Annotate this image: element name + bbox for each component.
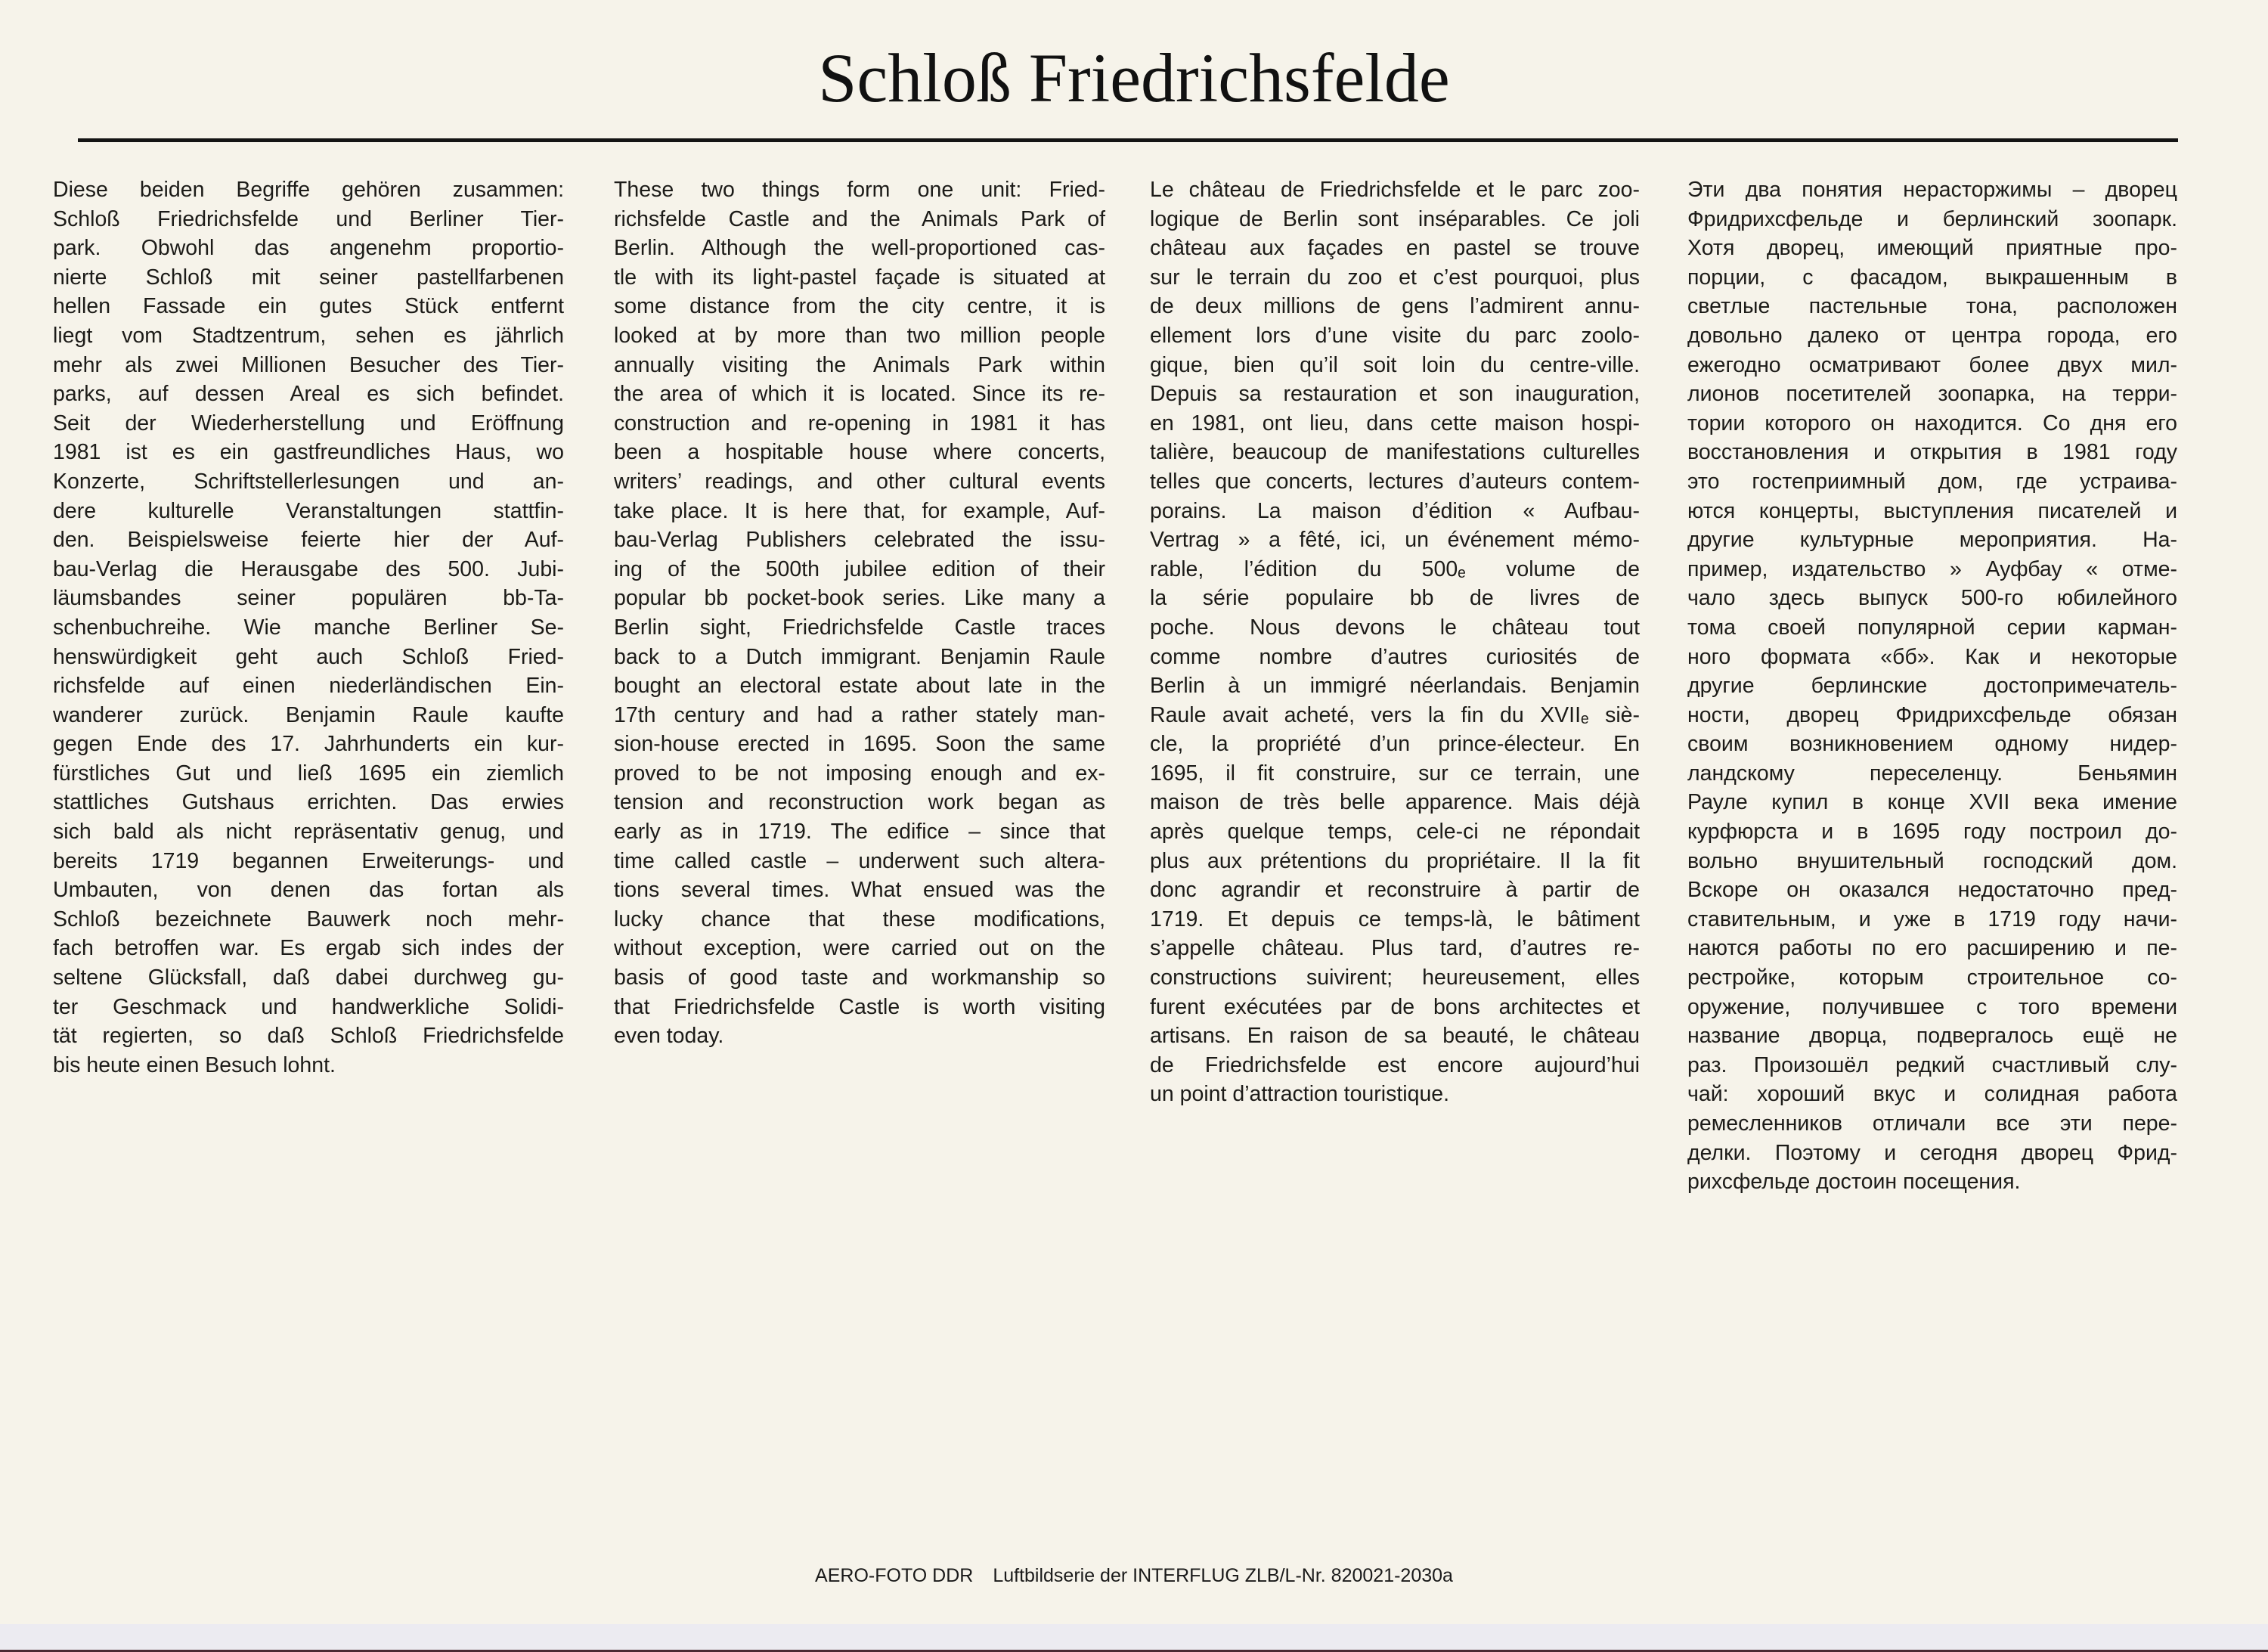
text-line: пример, издательство » Ауфбау « отме-	[1687, 556, 2177, 581]
text-line: это гостеприимный дом, где устраива-	[1687, 469, 2177, 494]
text-line: poche. Nous devons le château tout	[1150, 615, 1640, 640]
text-line: тории которого он находится. Со дня его	[1687, 411, 2177, 435]
text-line: even today.	[614, 1024, 724, 1049]
text-line: Depuis sa restauration et son inauguration,	[1150, 382, 1640, 407]
text-line: восстановления и открытия в 1981 году	[1687, 440, 2177, 465]
text-line: construction and re-opening in 1981 it has	[614, 411, 1105, 435]
text-column-english	[614, 175, 1105, 1051]
text-line: the area of which it is located. Since its re-	[614, 382, 1105, 407]
text-line: Рауле купил в конце XVII века имение	[1687, 790, 2177, 815]
text-line: другие берлинские достопримечатель-	[1687, 674, 2177, 699]
text-line: un point d’attraction touristique.	[1150, 1082, 1450, 1107]
text-line: bau-Verlag Publishers celebrated the issu-	[614, 528, 1105, 553]
text-line: annually visiting the Animals Park within	[614, 352, 1105, 377]
text-line: наются работы по его расширению и пе-	[1687, 936, 2177, 961]
footer-caption	[0, 1564, 2268, 1588]
text-line: другие культурные мероприятия. На-	[1687, 528, 2177, 553]
text-line: светлые пастельные тона, расположен	[1687, 294, 2177, 319]
text-line: richsfelde auf einen niederländischen Ein-	[53, 674, 564, 699]
text-line: logique de Berlin sont inséparables. Ce joli	[1150, 206, 1640, 231]
text-line: ного формата «бб». Как и некоторые	[1687, 644, 2177, 669]
text-line: back to a Dutch immigrant. Benjamin Raule	[614, 644, 1105, 669]
text-line: 1981 ist es ein gastfreundliches Haus, wo	[53, 440, 564, 465]
text-line: рестройке, которым строительное со-	[1687, 965, 2177, 990]
text-line: Эти два понятия нерасторжимы – дворец	[1687, 178, 2177, 202]
text-line: stattliches Gutshaus errichten. Das erwies	[53, 790, 564, 815]
text-line: maison de très belle apparence. Mais déjà	[1150, 790, 1640, 815]
page-bottom-edge	[0, 1624, 2268, 1652]
text-line: been a hospitable house where concerts,	[614, 440, 1105, 465]
text-line: schenbuchreihe. Wie manche Berliner Se-	[53, 615, 564, 640]
text-line: popular bb pocket-book series. Like many a	[614, 586, 1105, 611]
text-line: constructions suivirent; heureusement, elles	[1150, 965, 1640, 990]
text-line: henswürdigkeit geht auch Schloß Fried-	[53, 644, 564, 669]
text-line: den. Beispielsweise feierte hier der Auf-	[53, 528, 564, 553]
footer-series-number: Luftbildserie der INTERFLUG ZLB/L-Nr. 820021-2030a	[993, 1565, 1453, 1586]
text-line: порции, с фасадом, выкрашенным в	[1687, 265, 2177, 290]
text-line: rable, l’édition du 500ₑ volume de	[1150, 556, 1640, 581]
text-column-russian	[1687, 175, 2177, 1197]
text-line: курфюрста и в 1695 году построил до-	[1687, 820, 2177, 845]
text-line: parks, auf dessen Areal es sich befindet.	[53, 382, 564, 407]
text-line: делки. Поэтому и сегодня дворец Фрид-	[1687, 1140, 2177, 1165]
text-line: 17th century and had a rather stately man-	[614, 702, 1105, 727]
text-line: bau-Verlag die Herausgabe des 500. Jubi-	[53, 556, 564, 581]
footer-credit: AERO-FOTO DDR	[815, 1565, 974, 1586]
text-line: après quelque temps, cele-ci ne répondait	[1150, 820, 1640, 845]
text-line: porains. La maison d’édition « Aufbau-	[1150, 498, 1640, 523]
text-line: nierte Schloß mit seiner pastellfarbenen	[53, 265, 564, 290]
text-line: рихсфельде достоин посещения.	[1687, 1170, 2021, 1195]
text-line: en 1981, ont lieu, dans cette maison hospi-	[1150, 411, 1640, 435]
text-line: furent exécutées par de bons architectes et	[1150, 994, 1640, 1019]
text-line: Raule avait acheté, vers la fin du XVIIₑ siè-	[1150, 702, 1640, 727]
text-line: lucky chance that these modifications,	[614, 907, 1105, 931]
text-line: early as in 1719. The edifice – since that	[614, 820, 1105, 845]
text-line: Konzerte, Schriftstellerlesungen und an-	[53, 469, 564, 494]
text-line: своим возникновением одному нидер-	[1687, 732, 2177, 757]
text-line: название дворца, подвергалось ещё не	[1687, 1024, 2177, 1049]
text-line: la série populaire bb de livres de	[1150, 586, 1640, 611]
text-line: dere kulturelle Veranstaltungen stattfin-	[53, 498, 564, 523]
text-line: comme nombre d’autres curiosités de	[1150, 644, 1640, 669]
text-line: sich bald als nicht repräsentativ genug, und	[53, 820, 564, 845]
text-line: de Friedrichsfelde est encore aujourd’hui	[1150, 1052, 1640, 1077]
text-line: château aux façades en pastel se trouve	[1150, 236, 1640, 261]
text-column-german	[53, 175, 564, 1080]
text-line: Berlin à un immigré néerlandais. Benjamin	[1150, 674, 1640, 699]
text-line: tions several times. What ensued was the	[614, 878, 1105, 903]
text-line: раз. Произошёл редкий счастливый слу-	[1687, 1052, 2177, 1077]
text-line: ежегодно осматривают более двух мил-	[1687, 352, 2177, 377]
text-line: Berlin. Although the well-proportioned cas-	[614, 236, 1105, 261]
text-line: 1719. Et depuis ce temps-là, le bâtiment	[1150, 907, 1640, 931]
text-line: some distance from the city centre, it is	[614, 294, 1105, 319]
text-line: hellen Fassade ein gutes Stück entfernt	[53, 294, 564, 319]
text-line: writers’ readings, and other cultural events	[614, 469, 1105, 494]
text-line: Хотя дворец, имеющий приятные про-	[1687, 236, 2177, 261]
text-line: ter Geschmack und handwerkliche Solidi-	[53, 994, 564, 1019]
text-line: Фридрихсфельде и берлинский зоопарк.	[1687, 206, 2177, 231]
text-line: fach betroffen war. Es ergab sich indes der	[53, 936, 564, 961]
text-line: лионов посетителей зоопарка, на терри-	[1687, 382, 2177, 407]
text-line: bis heute einen Besuch lohnt.	[53, 1052, 336, 1077]
text-line: s’appelle château. Plus tard, d’autres re-	[1150, 936, 1640, 961]
text-line: чало здесь выпуск 500-го юбилейного	[1687, 586, 2177, 611]
text-line: gegen Ende des 17. Jahrhunderts ein kur-	[53, 732, 564, 757]
text-line: looked at by more than two million people	[614, 323, 1105, 348]
text-line: basis of good taste and workmanship so	[614, 965, 1105, 990]
text-line: plus aux prétentions du propriétaire. Il la fit	[1150, 848, 1640, 873]
text-line: ellement lors d’une visite du parc zoolo-	[1150, 323, 1640, 348]
text-line: läumsbandes seiner populären bb-Ta-	[53, 586, 564, 611]
text-line: вольно внушительный господский дом.	[1687, 848, 2177, 873]
text-line: telles que concerts, lectures d’auteurs contem-	[1150, 469, 1640, 494]
text-line: Le château de Friedrichsfelde et le parc zoo-	[1150, 178, 1640, 202]
text-line: Schloß Friedrichsfelde und Berliner Tier-	[53, 206, 564, 231]
text-line: richsfelde Castle and the Animals Park of	[614, 206, 1105, 231]
text-line: ются концерты, выступления писателей и	[1687, 498, 2177, 523]
text-line: artisans. En raison de sa beauté, le château	[1150, 1024, 1640, 1049]
text-line: 1695, il fit construire, sur ce terrain, une	[1150, 761, 1640, 786]
text-line: Berlin sight, Friedrichsfelde Castle traces	[614, 615, 1105, 640]
text-line: park. Obwohl das angenehm proportio-	[53, 236, 564, 261]
text-line: тома своей популярной серии карман-	[1687, 615, 2177, 640]
text-line: Umbauten, von denen das fortan als	[53, 878, 564, 903]
text-line: donc agrandir et reconstruire à partir de	[1150, 878, 1640, 903]
text-line: mehr als zwei Millionen Besucher des Tier-	[53, 352, 564, 377]
text-line: tät regierten, so daß Schloß Friedrichsfelde	[53, 1024, 564, 1049]
text-line: Вскоре он оказался недостаточно пред-	[1687, 878, 2177, 903]
text-line: fürstliches Gut und ließ 1695 ein ziemlich	[53, 761, 564, 786]
text-line: чай: хороший вкус и солидная работа	[1687, 1082, 2177, 1107]
text-line: ландскому переселенцу. Беньямин	[1687, 761, 2177, 786]
text-line: Schloß bezeichnete Bauwerk noch mehr-	[53, 907, 564, 931]
text-line: Seit der Wiederherstellung und Eröffnung	[53, 411, 564, 435]
text-line: ремесленников отличали все эти пере-	[1687, 1111, 2177, 1136]
text-line: довольно далеко от центра города, его	[1687, 323, 2177, 348]
text-line: cle, la propriété d’un prince-électeur. En	[1150, 732, 1640, 757]
text-line: sur le terrain du zoo et c’est pourquoi, plus	[1150, 265, 1640, 290]
text-line: gique, bien qu’il soit loin du centre-ville.	[1150, 352, 1640, 377]
text-line: ing of the 500th jubilee edition of their	[614, 556, 1105, 581]
text-line: proved to be not imposing enough and ex-	[614, 761, 1105, 786]
text-line: wanderer zurück. Benjamin Raule kaufte	[53, 702, 564, 727]
text-line: liegt vom Stadtzentrum, sehen es jährlich	[53, 323, 564, 348]
text-line: without exception, were carried out on the	[614, 936, 1105, 961]
text-line: sion-house erected in 1695. Soon the same	[614, 732, 1105, 757]
text-line: These two things form one unit: Fried-	[614, 178, 1105, 202]
text-line: Diese beiden Begriffe gehören zusammen:	[53, 178, 564, 202]
text-line: tle with its light-pastel façade is situated at	[614, 265, 1105, 290]
page-title: Schloß Friedrichsfelde	[818, 39, 1450, 116]
text-line: seltene Glücksfall, daß dabei durchweg gu-	[53, 965, 564, 990]
text-line: bought an electoral estate about late in the	[614, 674, 1105, 699]
text-line: Vertrag » a fêté, ici, un événement mémo-	[1150, 528, 1640, 553]
text-column-french	[1150, 175, 1640, 1109]
text-line: ставительным, и уже в 1719 году начи-	[1687, 907, 2177, 931]
text-line: that Friedrichsfelde Castle is worth visiting	[614, 994, 1105, 1019]
text-line: bereits 1719 begannen Erweiterungs- und	[53, 848, 564, 873]
text-line: оружение, получившее с того времени	[1687, 994, 2177, 1019]
text-line: time called castle – underwent such altera-	[614, 848, 1105, 873]
text-line: talière, beaucoup de manifestations culturelles	[1150, 440, 1640, 465]
text-line: take place. It is here that, for example, Auf-	[614, 498, 1105, 523]
text-line: ности, дворец Фридрихсфельде обязан	[1687, 702, 2177, 727]
text-line: tension and reconstruction work began as	[614, 790, 1105, 815]
text-line: de deux millions de gens l’admirent annu-	[1150, 294, 1640, 319]
title-divider	[78, 138, 2178, 142]
